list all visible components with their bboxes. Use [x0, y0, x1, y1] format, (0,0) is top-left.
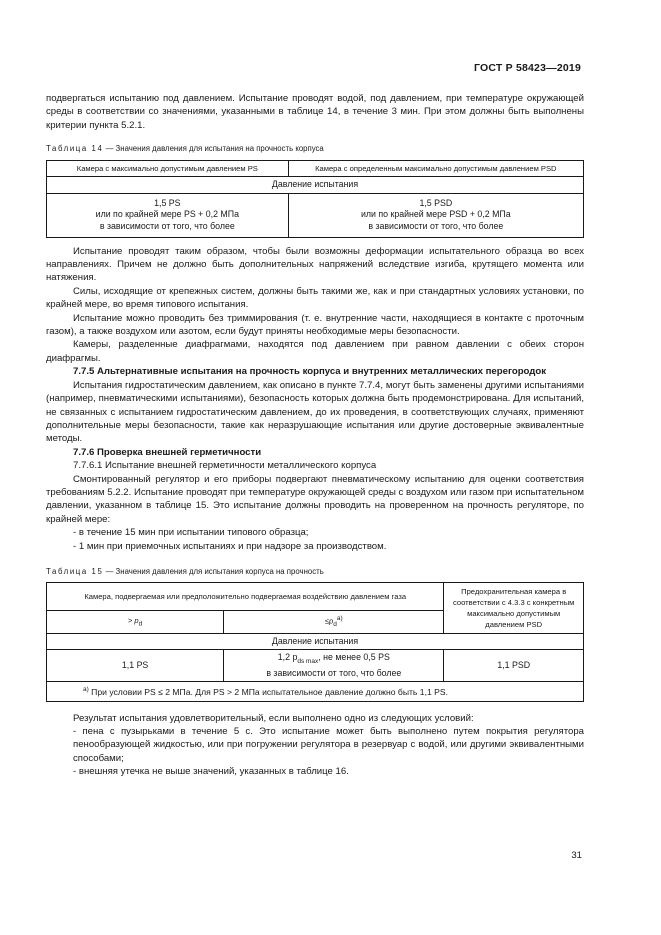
page-content	[46, 92, 584, 779]
table15-footnote	[47, 682, 584, 701]
table15-sub-mid-text: ≤p	[324, 616, 334, 626]
table14-col1-val: 1,5 PS	[154, 197, 181, 208]
table15-val-3: 1,1 PSD	[444, 650, 584, 682]
table14-col2-head: Камера с определенным максимально допустимым давлением PSD	[288, 160, 583, 177]
list-item: - внешняя утечка не выше значений, указанных в таблице 16.	[73, 766, 349, 778]
table15-sub-mid-footnote: a)	[336, 615, 343, 623]
paragraph: Испытание проводят таким образом, чтобы были возможны деформации испытательного образца во всех направлениях. Причем не должно быть дополнительных напряжений вследствие изгиба, крутящего момента или натяжения.	[46, 245, 584, 284]
list-item: - пена с пузырьками в течение 5 с. Это испытание может быть выполнено путем покрытия регулятора пенообразующей жидкостью, или при погружении регулятора в резервуар с водой, или другими эквивалентными способами;	[73, 725, 584, 764]
section-heading-7-7-6: 7.7.6 Проверка внешней герметичности	[73, 446, 262, 458]
table14-caption-text: — Значения давления для испытания на прочность корпуса	[103, 144, 324, 154]
section-heading-7-7-5: 7.7.5 Альтернативные испытания на прочность корпуса и внутренних металлических перегородок	[73, 366, 547, 378]
table15-press-head: Давление испытания	[47, 633, 584, 650]
table14-col1-line2: или по крайней мере PS + 0,2 МПа	[95, 209, 239, 220]
table-14	[46, 160, 584, 238]
paragraph: Испытание можно проводить без триммирования (т. е. внутренние части, находящиеся в контакте с проточным газом), а также воздухом или азотом, если будут приняты необходимые меры безопасности.	[46, 312, 584, 338]
table14-col1-values	[47, 193, 289, 237]
table15-caption-label: Таблица 15	[46, 566, 104, 576]
table15-head-main: Камера, подвергаемая или предположительно подвергаемая воздействию давлением газа	[47, 583, 444, 611]
table15-val-2-line1	[228, 652, 439, 667]
list-item: - в течение 15 мин при испытании типового образца;	[73, 527, 309, 539]
table14-col2-line2: или по крайней мере PSD + 0,2 МПа	[360, 209, 511, 220]
table15-footnote-text: При условии PS ≤ 2 МПа. Для PS > 2 МПа испытательное давление должно быть 1,1 PS.	[88, 687, 448, 698]
table14-col2-values	[288, 193, 583, 237]
table14-col2-line3: в зависимости от того, что более	[368, 220, 504, 231]
paragraph: Камеры, разделенные диафрагмами, находятся под давлением при равном давлении с обеих сторон диафрагмы.	[46, 339, 584, 364]
table14-sub-head: Давление испытания	[47, 177, 584, 194]
table14-col1-head: Камера с максимально допустимым давлением PS	[47, 160, 289, 177]
table15-sub-left	[47, 611, 224, 634]
table15-caption-text: — Значения давления для испытания корпуса на прочность	[103, 566, 324, 576]
table15-val-1: 1,1 PS	[47, 650, 224, 682]
paragraph: Испытания гидростатическим давлением, как описано в пункте 7.7.4, могут быть заменены другими испытаниями (например, пневматическими испытаниями), безопасность которых должна быть продемонстрирована. Для испытаний, не связанных с испытанием гидростатическим давлением, до их проведения, в соответствующих случаях, применяют дополнительные меры безопасности, такие как неразрушающие испытания или другие достоверные эквивалентные методы.	[46, 379, 584, 445]
subsection-heading-7-7-6-1: 7.7.6.1 Испытание внешней герметичности металлического корпуса	[73, 460, 377, 472]
table14-caption	[46, 142, 584, 155]
table14-col2-val: 1,5 PSD	[419, 197, 453, 208]
table15-head-right: Предохранительная камера в соответствии с 4.3.3 с конкретным максимально допустимым давлением PSD	[444, 583, 584, 634]
table15-sub-mid	[224, 611, 444, 634]
table15-footnote-mark: a)	[83, 686, 89, 694]
table15-caption	[46, 565, 584, 578]
table-15	[46, 582, 584, 701]
table15-val-2	[224, 650, 444, 682]
table15-val-2-p: 1,2 p	[277, 652, 298, 663]
page-number: 31	[571, 850, 582, 861]
table15-sub-left-index: d	[138, 620, 143, 628]
table15-val-2-line2: в зависимости от того, что более	[266, 667, 402, 678]
list-item: - 1 мин при приемочных испытаниях и при надзоре за производством.	[73, 540, 387, 552]
table14-caption-label: Таблица 14	[46, 144, 104, 154]
table15-val-2-rest: , не менее 0,5 PS	[318, 652, 390, 663]
paragraph: подвергаться испытанию под давлением. Испытание проводят водой, под давлением, при температуре окружающей среды в соответствии со значениями, указанными в таблице 14, в течение 3 мин. При этом должны быть выполнены критерии пункта 5.2.1.	[46, 93, 584, 131]
table15-sub-left-text: > p	[127, 615, 139, 625]
table15-sub-mid-index: d	[333, 621, 337, 629]
paragraph: Силы, исходящие от крепежных систем, должны быть такими же, как и при стандартных условиях установки, по крайней мере, во время типового испытания.	[46, 285, 584, 311]
paragraph: Смонтированный регулятор и его приборы подвергают пневматическому испытанию для оценки соответствия требованиям 5.2.2. Испытание проводят при температуре окружающей среды с воздухом или газом при испытательном давлении, указанном в таблице 15. Это испытание должны проводить на проверенном на прочность регуляторе, по крайней мере:	[46, 473, 584, 525]
paragraph: Результат испытания удовлетворительный, если выполнено одно из следующих условий:	[73, 712, 474, 724]
table14-col1-line3: в зависимости от того, что более	[99, 220, 235, 231]
standard-header: ГОСТ Р 58423—2019	[473, 62, 581, 74]
table15-val-2-index: ds max	[297, 658, 319, 666]
